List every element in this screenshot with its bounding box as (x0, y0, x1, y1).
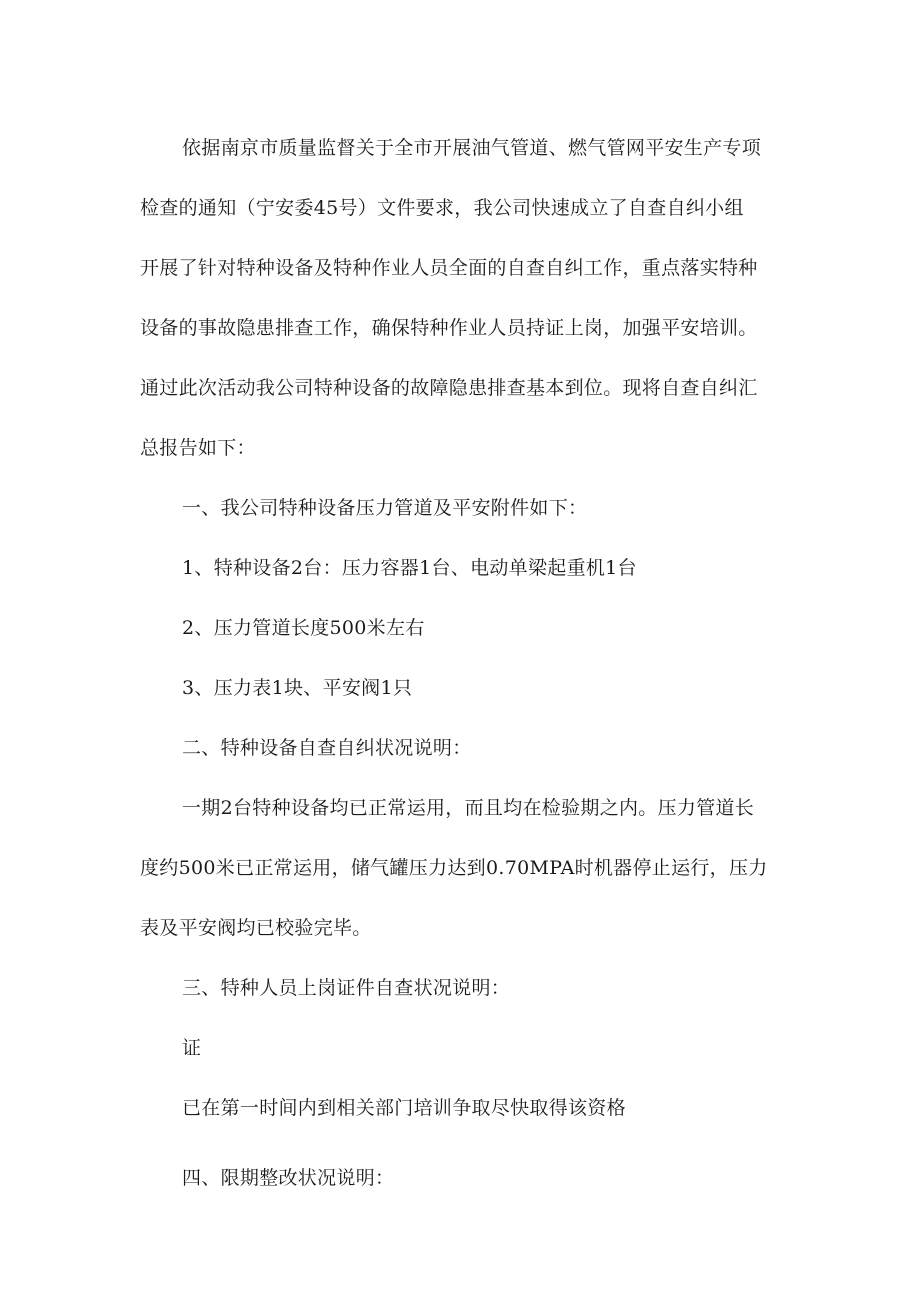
section3-heading: 三、特种人员上岗证件自查状况说明： (182, 977, 511, 999)
section1-item-3: 3、压力表1块、平安阀1只 (182, 677, 413, 699)
intro-line-1: 依据南京市质量监督关于全市开展油气管道、燃气管网平安生产专项 (182, 137, 762, 159)
section3-line-1: 证 (182, 1037, 202, 1059)
section1-item-2: 2、压力管道长度500米左右 (182, 617, 425, 639)
intro-line-2: 检查的通知（宁安委45号）文件要求，我公司快速成立了自查自纠小组 (140, 197, 744, 219)
section3-line-2: 已在第一时间内到相关部门培训争取尽快取得该资格 (182, 1097, 626, 1119)
section2-heading: 二、特种设备自查自纠状况说明： (182, 737, 472, 759)
intro-line-5: 通过此次活动我公司特种设备的故障隐患排查基本到位。现将自查自纠汇 (140, 377, 758, 399)
section1-heading: 一、我公司特种设备压力管道及平安附件如下： (182, 497, 588, 519)
intro-line-4: 设备的事故隐患排查工作，确保特种作业人员持证上岗，加强平安培训。 (140, 317, 758, 339)
section2-line-1: 一期2台特种设备均已正常运用，而且均在检验期之内。压力管道长 (182, 797, 755, 819)
section2-line-2: 度约500米已正常运用，储气罐压力达到0.70MPA时机器停止运行，压力 (140, 857, 768, 879)
section4-heading: 四、限期整改状况说明： (182, 1167, 395, 1189)
section1-item-1: 1、特种设备2台：压力容器1台、电动单梁起重机1台 (182, 557, 637, 579)
intro-line-6: 总报告如下： (140, 437, 256, 459)
section2-line-3: 表及平安阀均已校验完毕。 (140, 917, 372, 939)
intro-line-3: 开展了针对特种设备及特种作业人员全面的自查自纠工作，重点落实特种 (140, 257, 758, 279)
